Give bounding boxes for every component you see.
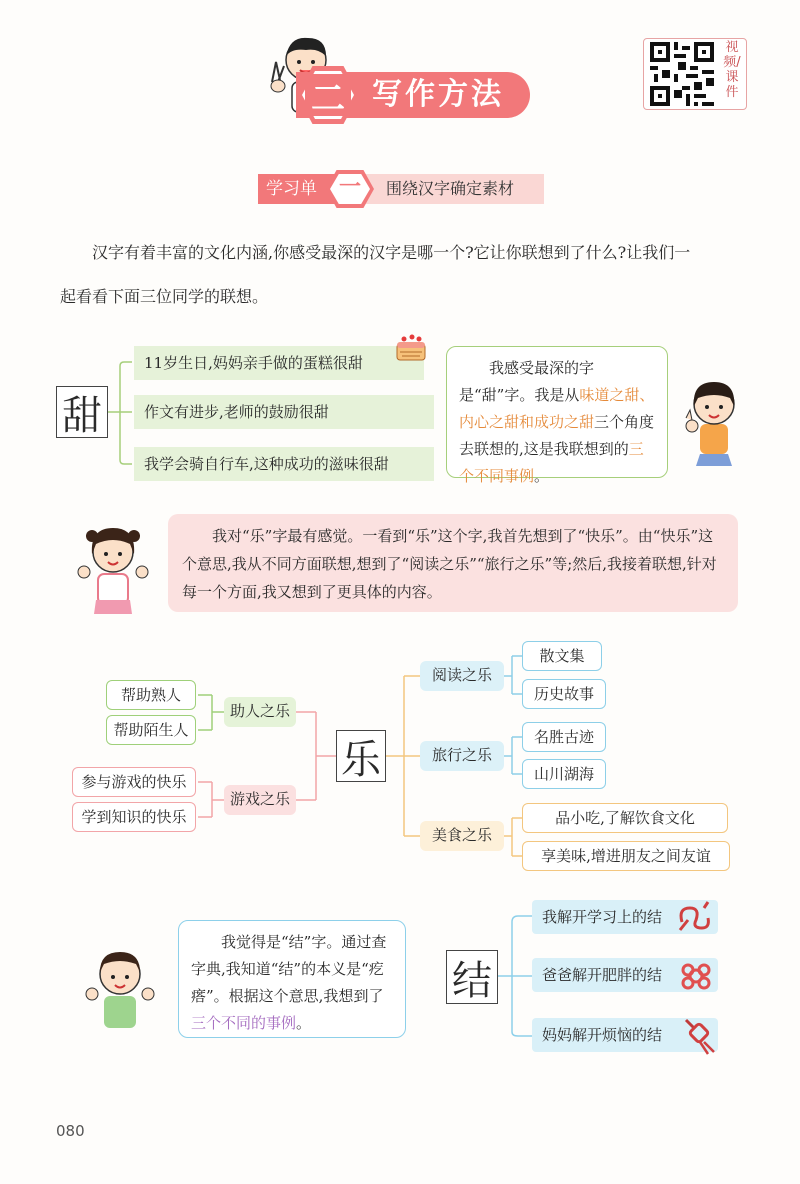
- knot-icon: [674, 898, 714, 936]
- jie-speech-bubble: 我觉得是“结”字。通过查字典,我知道“结”的本义是“疙瘩”。根据这个意思,我想到了三个不同的事例。: [178, 920, 406, 1038]
- le-leaf: 散文集: [522, 641, 602, 671]
- le-leaf: 享美味,增进朋友之间友谊: [522, 841, 730, 871]
- le-node-helping: 助人之乐: [224, 697, 296, 727]
- le-leaf: 山川湖海: [522, 759, 606, 789]
- le-character-box: 乐: [336, 730, 386, 782]
- le-leaf: 帮助熟人: [106, 680, 196, 710]
- tian-character-box: 甜: [56, 386, 108, 438]
- le-node-games: 游戏之乐: [224, 785, 296, 815]
- qr-label: 视频/课件: [723, 40, 741, 100]
- le-leaf: 名胜古迹: [522, 722, 606, 752]
- tian-item: 作文有进步,老师的鼓励很甜: [134, 395, 434, 429]
- le-leaf: 帮助陌生人: [106, 715, 196, 745]
- le-leaf: 品小吃,了解饮食文化: [522, 803, 728, 833]
- tian-item: 我学会骑自行车,这种成功的滋味很甜: [134, 447, 434, 481]
- intro-line-2: 起看看下面三位同学的联想。: [60, 287, 269, 306]
- page-number: 080: [56, 1122, 85, 1140]
- le-node-reading: 阅读之乐: [420, 661, 504, 691]
- subheading-title: 围绕汉字确定素材: [386, 179, 515, 198]
- knot-icon: [678, 958, 714, 994]
- knot-icon: [680, 1014, 718, 1056]
- intro-line-1: 汉字有着丰富的文化内涵,你感受最深的汉字是哪一个?它让你联想到了什么?让我们一: [92, 243, 691, 262]
- le-speech-bubble: 我对“乐”字最有感觉。一看到“乐”这个字,我首先想到了“快乐”。由“快乐”这个意思,我从不同方面联想,想到了“阅读之乐”“旅行之乐”等;然后,我接着联想,针对每一个方面,我又想到了更具体的内容。: [168, 514, 738, 612]
- jie-item: 妈妈解开烦恼的结: [532, 1018, 718, 1052]
- le-node-food: 美食之乐: [420, 821, 504, 851]
- tian-item: 11岁生日,妈妈亲手做的蛋糕很甜: [134, 346, 424, 380]
- subheading-tag: 学习单: [258, 174, 344, 204]
- section-number: 二: [311, 78, 345, 119]
- le-leaf: 历史故事: [522, 679, 606, 709]
- tian-speech-bubble: 我感受最深的字是“甜”字。我是从味道之甜、内心之甜和成功之甜三个角度去联想的,这是我联想到的三个不同事例。: [446, 346, 668, 478]
- jie-character-box: 结: [446, 950, 498, 1004]
- section-title: 写作方法: [372, 77, 504, 112]
- le-leaf: 学到知识的快乐: [72, 802, 196, 832]
- subheading-number: 一: [338, 175, 361, 200]
- jie-item: 我解开学习上的结: [532, 900, 718, 934]
- le-leaf: 参与游戏的快乐: [72, 767, 196, 797]
- le-node-travel: 旅行之乐: [420, 741, 504, 771]
- jie-item: 爸爸解开肥胖的结: [532, 958, 718, 992]
